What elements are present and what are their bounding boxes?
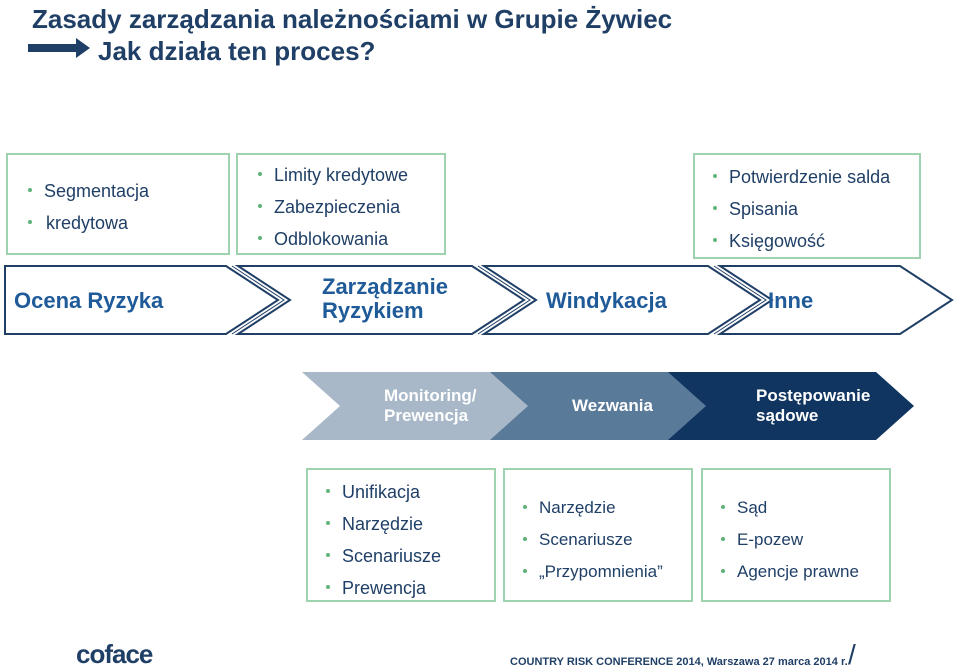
chevron-postepowanie-line1: Postępowanie [756,386,871,405]
limits-item: Odblokowania [252,223,444,255]
chevron-monitoring-line2: Prewencja [384,406,469,425]
arrow-right-icon [28,38,90,60]
monitoring-item: Unifikacja [320,476,494,508]
flow-inne: Inne [768,288,814,313]
flow-zarzadzanie-line2: Ryzykiem [322,298,424,323]
chevron-monitoring-line1: Monitoring/ [384,386,477,405]
coface-logo: coface [76,639,153,669]
monitoring-item: Prewencja [320,572,494,604]
limits-box [236,153,446,255]
wezwania-item: Narzędzie [517,492,691,524]
flow-windykacja: Windykacja [546,288,667,313]
other-box [693,153,921,259]
chevron-postepowanie-label [756,386,870,426]
segmentation-item-text: kredytowa [46,213,129,233]
flow-step-4-shape [720,266,952,334]
page-subtitle: Jak działa ten proces? [98,36,376,66]
postepowanie-item: E-pozew [715,524,889,556]
wezwania-box [503,468,693,602]
page-title: Zasady zarządzania należnościami w Grupie Żywiec [32,4,673,34]
other-item: Księgowość [707,225,919,257]
chevron-postepowanie-line2: sądowe [756,406,819,425]
monitoring-item: Narzędzie [320,508,494,540]
limits-item: Limity kredytowe [252,159,444,191]
wezwania-item: „Przypomnienia” [517,556,691,588]
postepowanie-box [701,468,891,602]
limits-item: Zabezpieczenia [252,191,444,223]
footer-conference: COUNTRY RISK CONFERENCE 2014, Warszawa 27 marca 2014 r. [510,656,848,668]
segmentation-item: Segmentacja [22,175,228,207]
flow-zarzadzanie-line1: Zarządzanie [322,274,448,299]
monitoring-item: Scenariusze [320,540,494,572]
other-item: Spisania [707,193,919,225]
postepowanie-item: Agencje prawne [715,556,889,588]
chevron-wezwania-label: Wezwania [572,396,653,415]
postepowanie-item: Sąd [715,492,889,524]
wezwania-item: Scenariusze [517,524,691,556]
flow-zarzadzanie-ryzykiem [322,275,448,323]
other-item: Potwierdzenie salda [707,161,919,193]
chevron-monitoring-label [384,386,477,426]
segmentation-box [6,153,230,255]
footer-mark: / [848,639,856,670]
segmentation-item-cont [22,207,228,239]
monitoring-box [306,468,496,602]
flow-ocena-ryzyka: Ocena Ryzyka [14,288,164,313]
